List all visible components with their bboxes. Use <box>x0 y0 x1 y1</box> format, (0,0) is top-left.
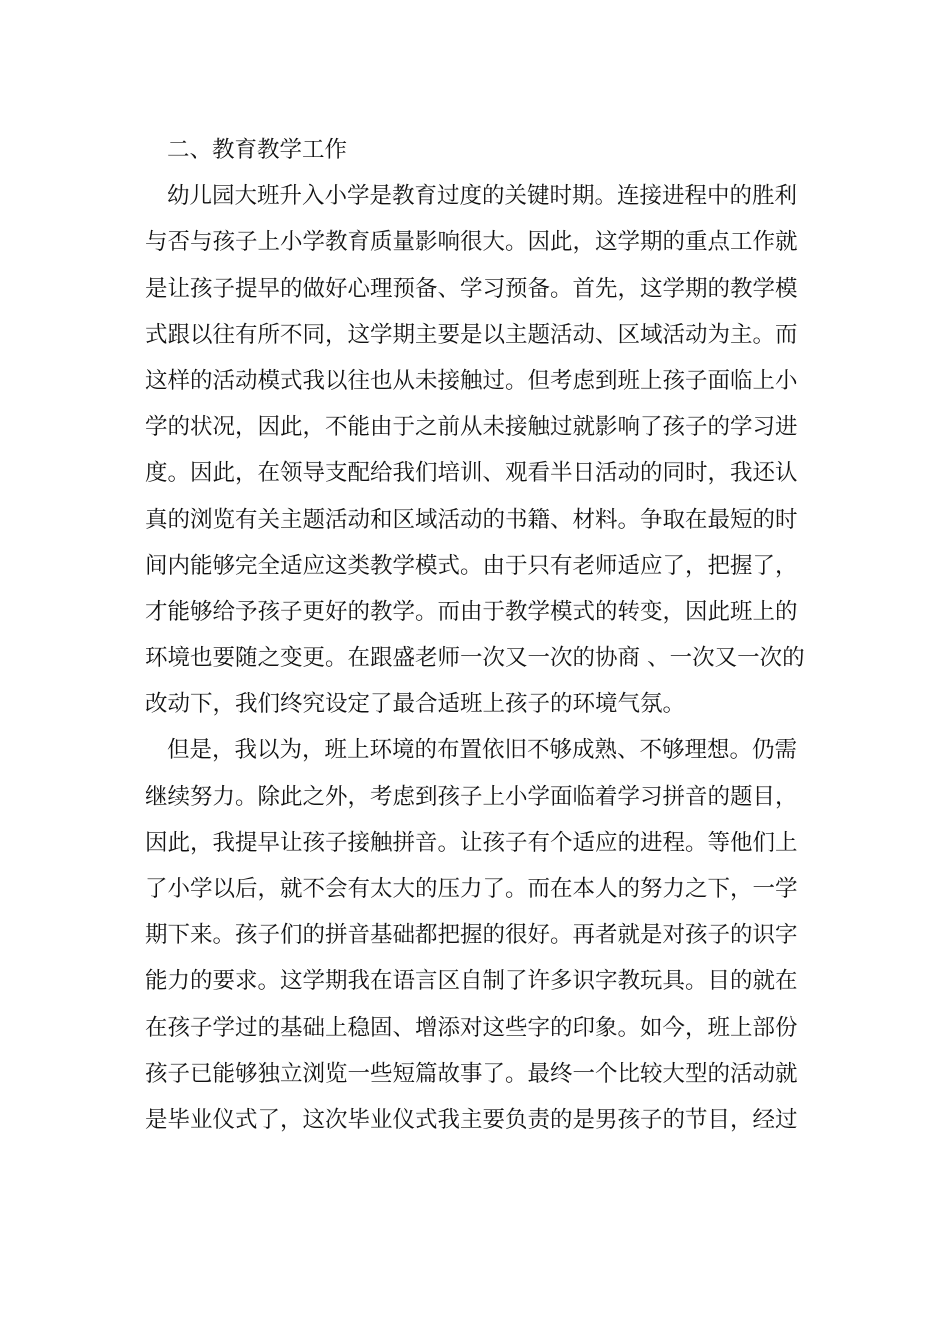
paragraph-line: 真的浏览有关主题活动和区域活动的书籍、材料。争取在最短的时 <box>145 506 798 533</box>
section-heading: 二、教育教学工作 <box>167 137 348 163</box>
paragraph-line: 孩子已能够独立浏览一些短篇故事了。最终一个比较大型的活动就 <box>145 1060 798 1087</box>
paragraph-line: 改动下，我们终究设定了最合适班上孩子的环境气氛。 <box>145 691 686 718</box>
paragraph-line: 是让孩子提早的做好心理预备、学习预备。首先，这学期的教学模 <box>145 275 798 302</box>
paragraph-line: 学的状况，因此，不能由于之前从未接触过就影响了孩子的学习进 <box>145 414 798 441</box>
paragraph-line: 能力的要求。这学期我在语言区自制了许多识字教玩具。目的就在 <box>145 968 798 995</box>
paragraph-line: 式跟以往有所不同，这学期主要是以主题活动、区域活动为主。而 <box>145 321 798 348</box>
paragraph-line: 但是，我以为，班上环境的布置依旧不够成熟、不够理想。仍需 <box>167 737 798 764</box>
paragraph-line: 幼儿园大班升入小学是教育过度的关键时期。连接进程中的胜利 <box>167 183 798 210</box>
paragraph-line: 因此，我提早让孩子接触拼音。让孩子有个适应的进程。等他们上 <box>145 829 798 856</box>
paragraph-line: 了小学以后，就不会有太大的压力了。而在本人的努力之下，一学 <box>145 876 798 902</box>
paragraph-line: 间内能够完全适应这类教学模式。由于只有老师适应了，把握了， <box>145 552 798 579</box>
paragraph-line: 继续努力。除此之外，考虑到孩子上小学面临着学习拼音的题目， <box>145 783 798 810</box>
paragraph-line: 是毕业仪式了，这次毕业仪式我主要负责的是男孩子的节目，经过 <box>145 1106 798 1133</box>
paragraph-line: 这样的活动模式我以往也从未接触过。但考虑到班上孩子面临上小 <box>145 367 798 394</box>
paragraph-line: 环境也要随之变更。在跟盛老师一次又一次的协商 、一次又一次的 <box>145 645 805 672</box>
document-body <box>145 127 805 1143</box>
paragraph-line: 在孩子学过的基础上稳固、增添对这些字的印象。如今，班上部份 <box>145 1014 798 1041</box>
paragraph-line: 与否与孩子上小学教育质量影响很大。因此，这学期的重点工作就 <box>145 229 798 256</box>
paragraph-line: 才能够给予孩子更好的教学。而由于教学模式的转变，因此班上的 <box>145 598 798 625</box>
paragraph-line: 度。因此，在领导支配给我们培训、观看半日活动的同时，我还认 <box>145 460 798 487</box>
paragraph-line: 期下来。孩子们的拼音基础都把握的很好。再者就是对孩子的识字 <box>145 922 798 949</box>
